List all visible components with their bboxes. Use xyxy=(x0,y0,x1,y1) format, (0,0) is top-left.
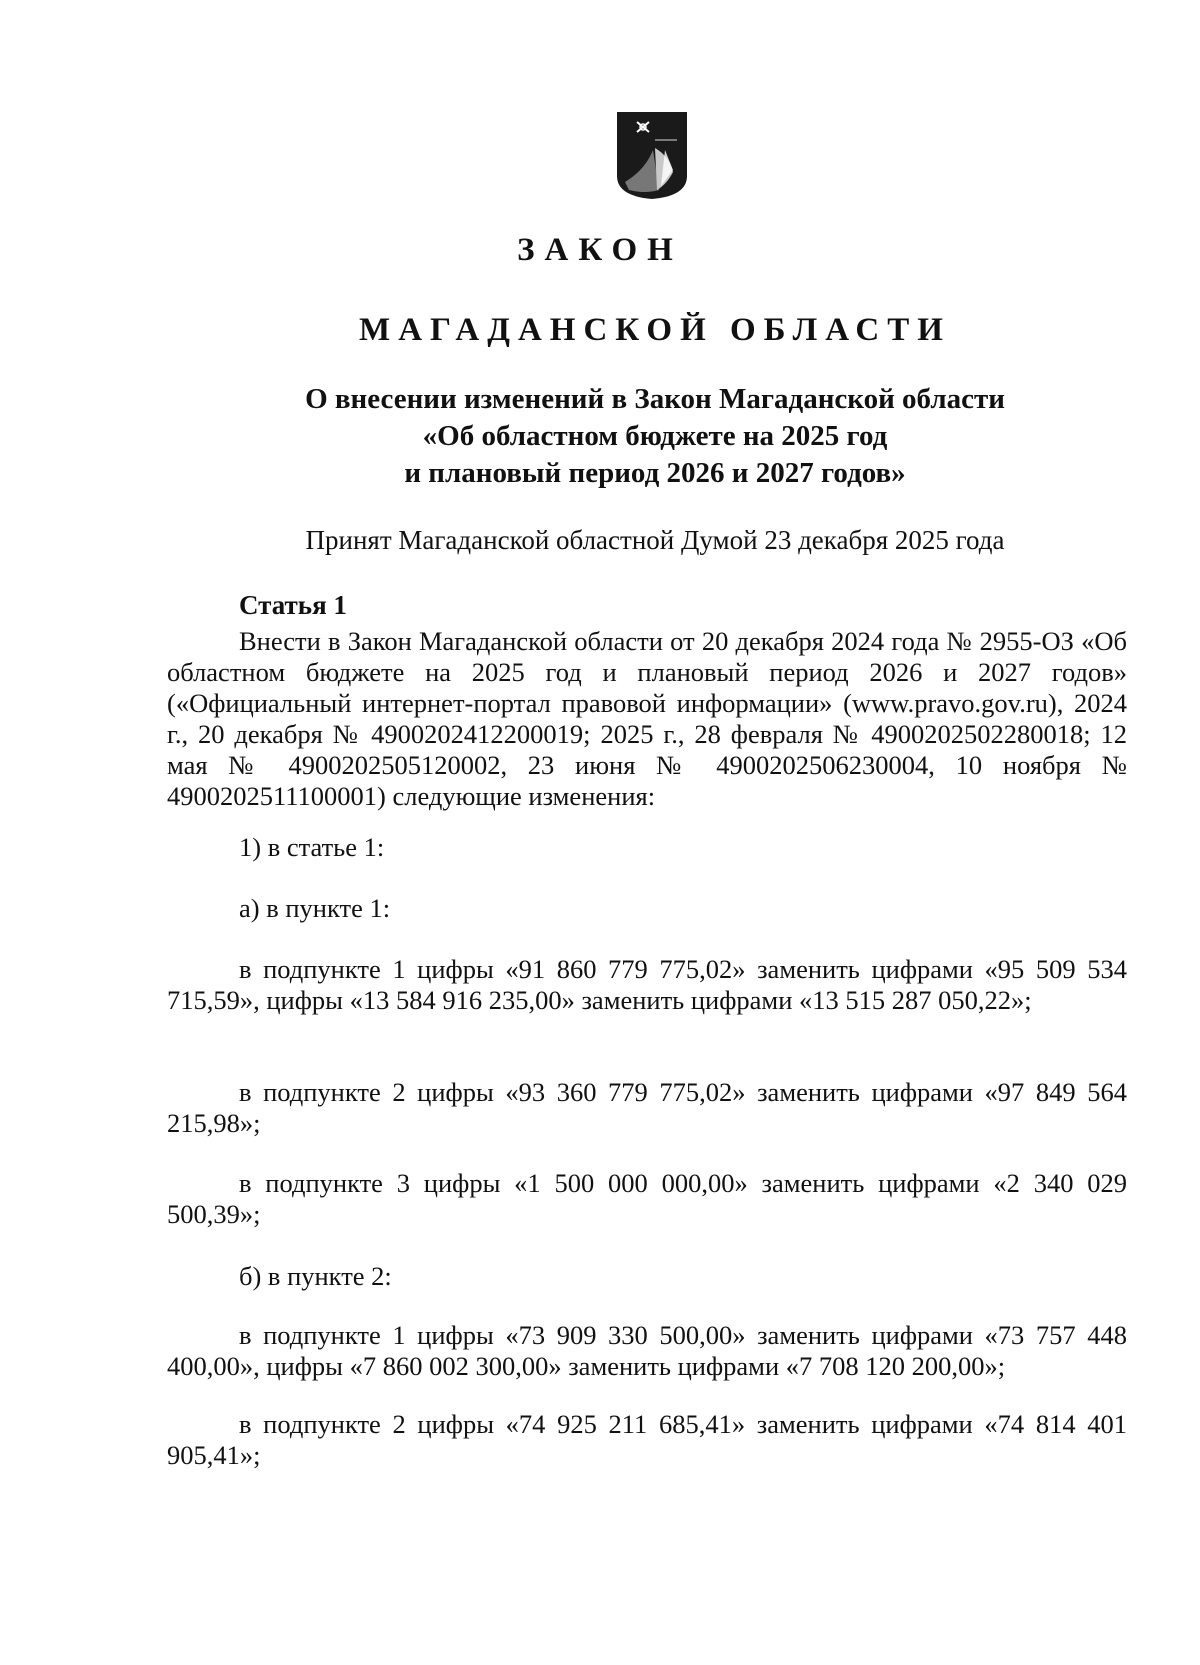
subject-line-2: «Об областном бюджете на 2025 год xyxy=(422,420,888,452)
law-subject xyxy=(200,381,1110,492)
point1-subitem2-text: в подпункте 2 цифры «93 360 779 775,02» заменить цифрами «97 849 564 215,98»; xyxy=(167,1077,1127,1138)
point2-subitem1-text: в подпункте 1 цифры «73 909 330 500,00» заменить цифрами «73 757 448 400,00», цифры «7 860 002 300,00» заменить цифрами «7 708 120 200,00»; xyxy=(167,1320,1127,1381)
item-1a: а) в пункте 1: xyxy=(239,893,391,923)
article-title: Статья 1 xyxy=(239,590,347,620)
item-1b: б) в пункте 2: xyxy=(239,1261,392,1291)
point1-subitem1-text: в подпункте 1 цифры «91 860 779 775,02» заменить цифрами «95 509 534 715,59», цифры «13 584 916 235,00» заменить цифрами «13 515 287 050,22»; xyxy=(167,954,1127,1015)
law-title: ЗАКОН xyxy=(517,232,683,268)
point1-subitem1 xyxy=(167,954,1127,1016)
emblem-shield xyxy=(615,110,689,200)
point2-subitem2 xyxy=(167,1409,1127,1471)
point2-subitem1 xyxy=(167,1320,1127,1382)
subject-line-3: и плановый период 2026 и 2027 годов» xyxy=(404,457,906,489)
point2-subitem2-text: в подпункте 2 цифры «74 925 211 685,41» заменить цифрами «74 814 401 905,41»; xyxy=(167,1409,1127,1470)
coat-of-arms-icon xyxy=(615,110,689,200)
point1-subitem3-text: в подпункте 3 цифры «1 500 000 000,00» заменить цифрами «2 340 029 500,39»; xyxy=(167,1168,1127,1229)
article-intro-text: Внести в Закон Магаданской области от 20 декабря 2024 года № 2955-ОЗ «Об областном бюджете на 2025 год и плановый период 2026 и 2027 годов» («Официальный интернет-портал правовой информации» (www.pravo.gov.ru), 2024 г., 20 декабря № 4900202412200019; 2025 г., 28 февраля № 4900202502280018; 12 мая № 4900202505120002, 23 июня № 4900202506230004, 10 ноября № 4900202511100001) следующие изменения: xyxy=(167,626,1127,811)
point1-subitem2 xyxy=(167,1077,1127,1139)
subject-line-1: О внесении изменений в Закон Магаданской области xyxy=(305,383,1005,415)
article-intro xyxy=(167,626,1127,812)
region-title: МАГАДАНСКОЙ ОБЛАСТИ xyxy=(359,312,951,348)
item-1: 1) в статье 1: xyxy=(239,832,385,862)
adoption-note: Принят Магаданской областной Думой 23 декабря 2025 года xyxy=(305,525,1005,555)
point1-subitem3 xyxy=(167,1168,1127,1230)
